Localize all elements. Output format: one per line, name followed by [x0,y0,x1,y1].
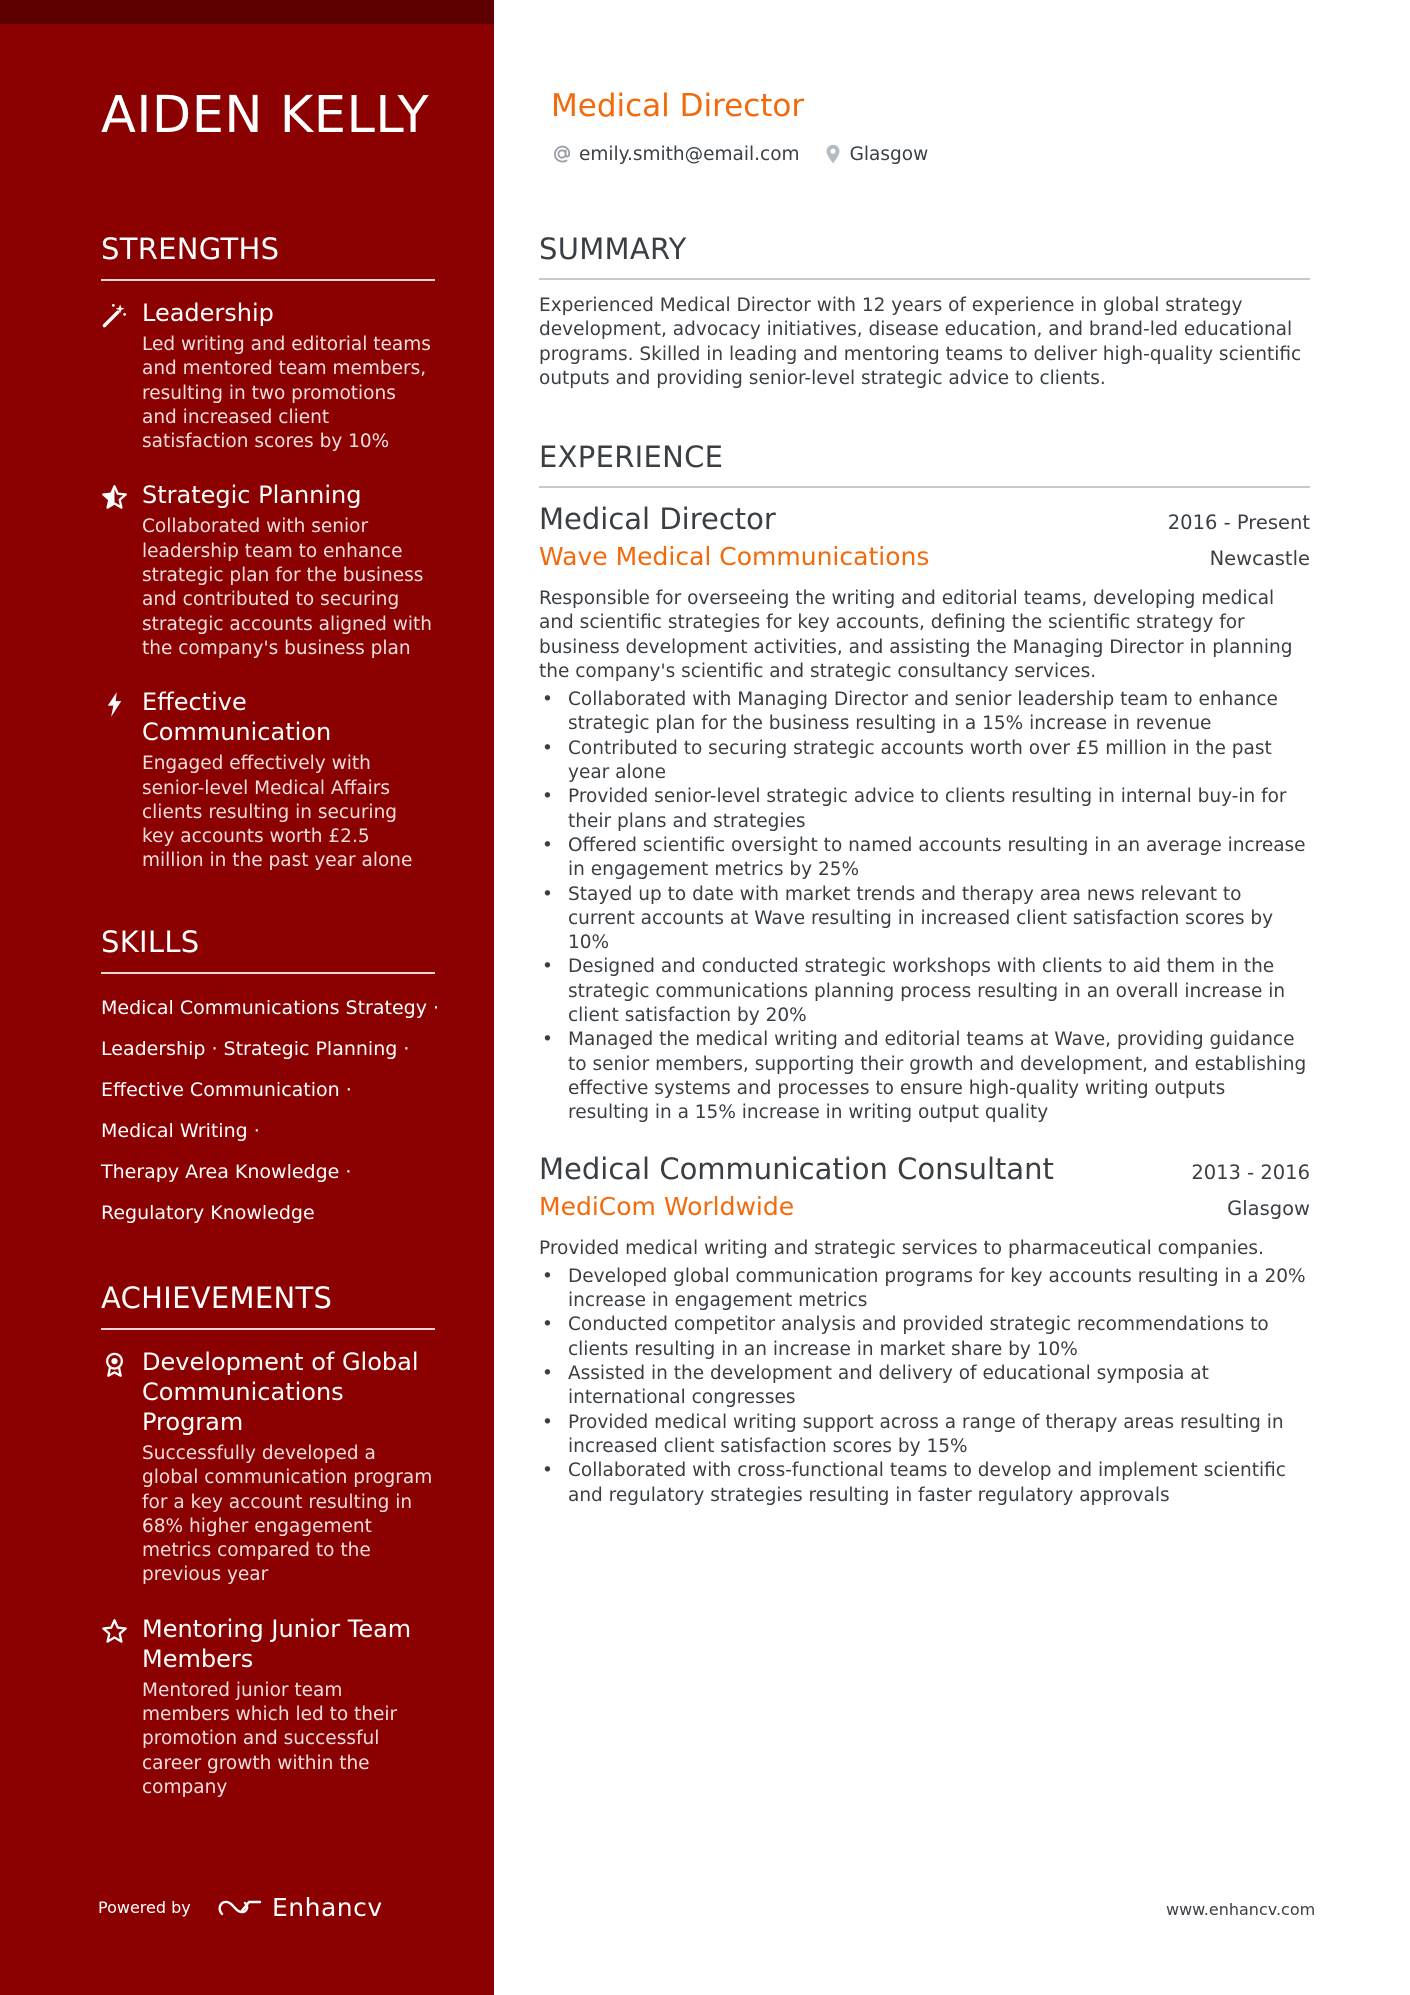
strength-item [101,687,435,873]
candidate-name: AIDEN KELLY [101,86,430,145]
experience-entry [539,502,1310,1126]
enhancv-logo[interactable] [218,1893,383,1922]
star-outline-icon [101,1618,128,1645]
summary-text: Experienced Medical Director with 12 years of experience in global strategy development, advocacy initiatives, disease education, and brand-led educational programs. Skilled in leading and mentoring teams to deliver high-quality scientific outputs and providing senior-level strategic advice to clients. [539,295,1302,389]
sidebar-top-bar [0,0,494,24]
achievement-title: Mentoring Junior Team Members [142,1614,412,1673]
experience-company: MediCom Worldwide [539,1191,795,1221]
summary-section [539,232,1310,391]
experience-bullets [539,688,1310,1125]
bullet-item: • Collaborated with Managing Director and senior leadership team to enhance strategic plan for the business resulting in a 15% increase in revenue [539,688,1310,737]
achievement-item [101,1347,435,1588]
award-ribbon-icon [101,1351,128,1378]
contact-email-text: emily.smith@email.com [579,143,800,165]
strength-description: Engaged effectively with senior-level Medical Affairs clients resulting in securing key accounts worth £2.5 million in the past year alone [142,753,413,872]
strength-title: Effective Communication [142,688,332,747]
bullet-item: • Collaborated with cross-functional teams to develop and implement scientific and regulatory strategies resulting in faster regulatory approvals [539,1459,1310,1508]
bullet-item: • Assisted in the development and delivery of educational symposia at international congresses [539,1362,1310,1411]
skill-item: Effective Communication · [101,1079,352,1101]
bullet-item: • Provided medical writing support across a range of therapy areas resulting in increased client satisfaction scores by 15% [539,1411,1310,1460]
experience-bullets [539,1265,1310,1508]
achievements-heading: ACHIEVEMENTS [101,1281,435,1330]
skill-item: Therapy Area Knowledge · [101,1161,352,1183]
enhancv-logo-mark-icon [218,1896,264,1920]
experience-role: Medical Director [539,502,776,536]
strength-description: Led writing and editorial teams and mentored team members, resulting in two promotions and increased client satisfaction scores by 10% [142,334,431,453]
experience-role: Medical Communication Consultant [539,1151,1054,1186]
website-link[interactable]: www.enhancv.com [1166,1900,1316,1919]
contact-info [551,143,928,165]
magic-wand-icon [101,302,128,329]
experience-location: Glasgow [1227,1196,1310,1220]
at-sign-icon [551,143,573,165]
strengths-section [101,232,435,874]
skill-item: Regulatory Knowledge [101,1202,315,1224]
sidebar [0,0,494,1995]
star-half-icon [101,484,128,511]
headline-title: Medical Director [551,88,805,124]
map-pin-icon [822,143,844,165]
main-content [494,0,1410,1995]
strength-description: Collaborated with senior leadership team to enhance strategic plan for the business and contributed to securing strategic accounts aligned with the company's business plan [142,516,432,659]
bullet-item: • Provided senior-level strategic advice to clients resulting in internal buy-in for their plans and strategies [539,785,1310,834]
achievement-title: Development of Global Communications Program [142,1348,419,1436]
skill-item: Leadership · Strategic Planning · [101,1038,410,1060]
achievements-section [101,1281,435,1800]
bullet-item: • Developed global communication programs for key accounts resulting in a 20% increase in engagement metrics [539,1265,1310,1314]
achievement-description: Successfully developed a global communication program for a key account resulting in 68% higher engagement metrics compared to the previous year [142,1443,433,1586]
bullet-item: • Stayed up to date with market trends and therapy area news relevant to current accounts at Wave resulting in increased client satisfaction scores by 10% [539,883,1310,956]
bullet-item: • Offered scientific oversight to named accounts resulting in an average increase in engagement metrics by 25% [539,834,1310,883]
bullet-item: • Managed the medical writing and editorial teams at Wave, providing guidance to senior members, supporting their growth and development, and establishing effective systems and processes to ensure high-quality writing outputs resulting in a 15% increase in writing output quality [539,1028,1310,1125]
experience-entry [539,1152,1310,1508]
experience-location: Newcastle [1209,547,1310,570]
bullet-item: • Designed and conducted strategic workshops with clients to aid them in the strategic communications planning process resulting in an overall increase in client satisfaction by 20% [539,955,1310,1028]
strength-title: Leadership [142,299,274,327]
strength-item [101,480,435,661]
powered-by-label: Powered by [98,1898,191,1917]
lightning-bolt-icon [101,691,128,718]
skills-list [101,988,440,1234]
contact-email[interactable] [551,143,800,165]
strengths-heading: STRENGTHS [101,232,435,281]
experience-company: Wave Medical Communications [539,542,930,571]
experience-dates: 2016 - Present [1167,511,1310,534]
skills-section [101,925,440,1234]
skills-heading: SKILLS [101,925,435,974]
experience-dates: 2013 - 2016 [1191,1160,1310,1184]
skill-item: Medical Communications Strategy · [101,997,440,1019]
experience-heading: EXPERIENCE [539,440,1310,488]
strength-item [101,298,435,454]
achievement-description: Mentored junior team members which led to their promotion and successful career growth within the company [142,1679,398,1798]
summary-heading: SUMMARY [539,232,1310,280]
bullet-item: • Contributed to securing strategic accounts worth over £5 million in the past year alone [539,737,1310,786]
skill-item: Medical Writing · [101,1120,260,1142]
bullet-item: • Conducted competitor analysis and provided strategic recommendations to clients resulting in an increase in market share by 10% [539,1313,1310,1362]
achievement-item [101,1614,435,1800]
experience-section [539,440,1310,1508]
strength-title: Strategic Planning [142,481,362,510]
experience-description: Responsible for overseeing the writing and editorial teams, developing medical and scientific strategies for key accounts, defining the scientific strategy for business development activities, and assisting the Managing Director in planning the company's scientific and strategic consultancy services. [539,588,1293,682]
contact-location-text: Glasgow [849,143,929,165]
experience-description: Provided medical writing and strategic services to pharmaceutical companies. [539,1237,1264,1259]
contact-location [822,143,929,165]
enhancv-brand-text: Enhancv [272,1893,383,1922]
